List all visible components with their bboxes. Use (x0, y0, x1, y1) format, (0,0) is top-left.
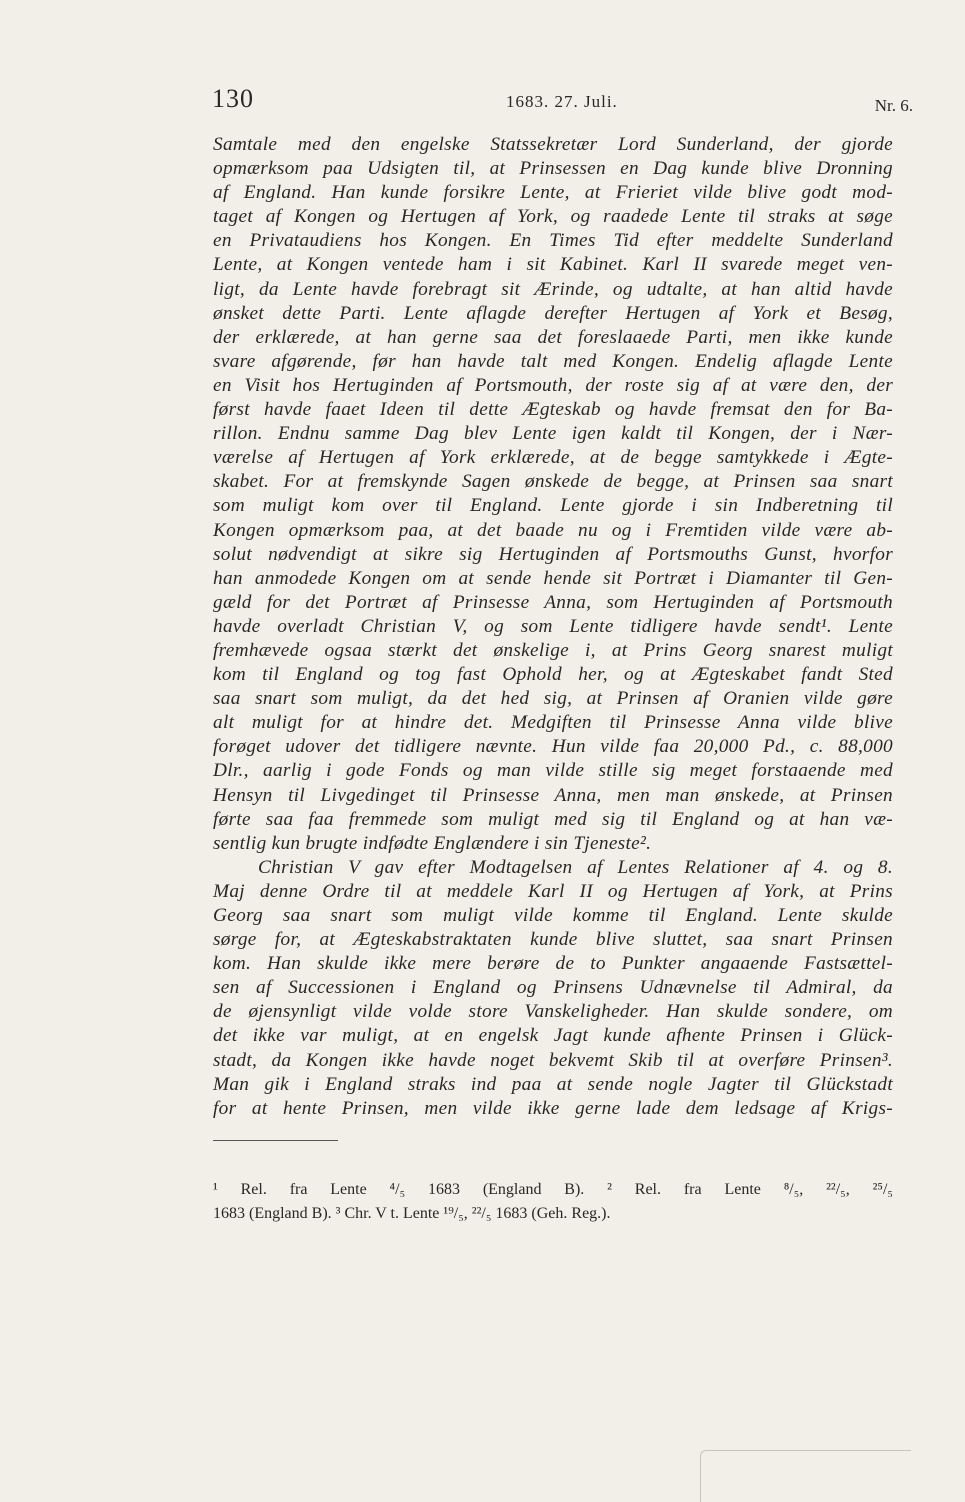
body-line: taget af Kongen og Hertugen af York, og raadede Lente til straks at søge (213, 206, 893, 228)
body-line: en Privataudiens hos Kongen. En Times Tid efter meddelte Sunderland (213, 230, 893, 252)
body-line: skabet. For at fremskynde Sagen ønskede de begge, at Prinsen saa snart (213, 471, 893, 493)
body-line: Dlr., aarlig i gode Fonds og man vilde stille sig meget forstaaende med (213, 760, 893, 782)
body-line: kom. Han skulde ikke mere berøre de to Punkter angaaende Fastsættel- (213, 953, 893, 975)
footnote-line: ¹ Rel. fra Lente ⁴/₅ 1683 (England B). ² Rel. fra Lente ⁸/₅, ²²/₅, ²⁵/₅ (213, 1181, 893, 1198)
body-line: Kongen opmærksom paa, at det baade nu og i Fremtiden vilde være ab- (213, 519, 893, 541)
body-line: Man gik i England straks ind paa at sende nogle Jagter til Glückstadt (213, 1073, 893, 1095)
body-line: som muligt kom over til England. Lente gjorde i sin Indberetning til (213, 495, 893, 517)
body-line: alt muligt for at hindre det. Medgiften til Prinsesse Anna vilde blive (213, 712, 893, 734)
body-text (213, 133, 893, 1121)
body-line: Christian V gav efter Modtagelsen af Lentes Relationer af 4. og 8. (258, 856, 893, 878)
body-line: gæld for det Portræt af Prinsesse Anna, som Hertuginden af Portsmouth (213, 591, 893, 613)
running-head: 1683. 27. Juli. (506, 92, 618, 111)
body-line: Maj denne Ordre til at meddele Karl II og Hertugen af York, at Prins (213, 880, 893, 902)
footnote-divider (213, 1140, 338, 1141)
body-line: saa snart som muligt, da det hed sig, at Prinsen af Oranien vilde gøre (213, 688, 893, 710)
body-line: sen af Successionen i England og Prinsens Udnævnelse til Admiral, da (213, 977, 893, 999)
body-line: Samtale med den engelske Statssekretær Lord Sunderland, der gjorde (213, 134, 893, 155)
body-line: Hensyn til Livgedinget til Prinsesse Anna, men man ønskede, at Prinsen (213, 784, 893, 806)
body-line: han anmodede Kongen om at sende hende sit Portræt i Diamanter til Gen- (213, 567, 893, 589)
footnotes (213, 1178, 893, 1226)
body-line: ønsket dette Parti. Lente aflagde derefter Hertugen af York et Besøg, (213, 302, 893, 324)
body-line: opmærksom paa Udsigten til, at Prinsessen en Dag kunde blive Dronning (213, 158, 893, 180)
body-line: solut nødvendigt at sikre sig Hertuginden af Portsmouths Gunst, hvorfor (213, 543, 893, 565)
body-line: havde overladt Christian V, og som Lente tidligere havde sendt¹. Lente (213, 615, 893, 637)
scan-edge-mark (700, 1450, 911, 1502)
body-line: det ikke var muligt, at en engelsk Jagt kunde afhente Prinsen i Glück- (213, 1025, 893, 1047)
body-line: fremhævede ogsaa stærkt det ønskelige i, at Prins Georg snarest muligt (213, 639, 893, 661)
body-line: sentlig kun brugte indfødte Englændere i sin Tjeneste². (213, 832, 652, 854)
body-line: Georg saa snart som muligt vilde komme til England. Lente skulde (213, 905, 893, 926)
body-line: stadt, da Kongen ikke havde noget bekvemt Skib til at overføre Prinsen³. (213, 1049, 893, 1071)
body-line: førte saa faa fremmede som muligt med sig til England og at han væ- (213, 808, 893, 830)
body-line: først havde faaet Ideen til dette Ægteskab og havde fremsat den for Ba- (213, 399, 893, 421)
body-line: de øjensynligt vilde volde store Vanskeligheder. Han skulde sondere, om (213, 1001, 893, 1023)
body-line: svare afgørende, før han havde talt med Kongen. Endelig aflagde Lente (213, 350, 893, 372)
body-line: rillon. Endnu samme Dag blev Lente igen kaldt til Kongen, der i Nær- (213, 423, 893, 445)
body-line: der erklærede, at han gerne saa det foreslaaede Parti, men ikke kunde (213, 326, 893, 348)
body-line: kom til England og tog fast Ophold her, og at Ægteskabet fandt Sted (213, 664, 893, 686)
body-line: forøget udover det tidligere nævnte. Hun vilde faa 20,000 Pd., c. 88,000 (213, 736, 893, 758)
body-line: af England. Han kunde forsikre Lente, at Frieriet vilde blive godt mod- (213, 182, 893, 204)
document-number: Nr. 6. (874, 96, 913, 115)
body-line: for at hente Prinsen, men vilde ikke gerne lade dem ledsage af Krigs- (213, 1097, 893, 1119)
body-line: værelse af Hertugen af York erklærede, at de begge samtykkede i Ægte- (213, 447, 893, 469)
body-line: en Visit hos Hertuginden af Portsmouth, der roste sig af at være den, der (213, 374, 893, 396)
page-number: 130 (212, 84, 254, 113)
body-line: ligt, da Lente havde forebragt sit Ærinde, og udtalte, at han altid havde (213, 278, 893, 300)
body-line: Lente, at Kongen ventede ham i sit Kabinet. Karl II svarede meget ven- (213, 254, 893, 276)
footnote-line: 1683 (England B). ³ Chr. V t. Lente ¹⁹/₅, ²²/₅ 1683 (Geh. Reg.). (213, 1205, 611, 1222)
body-line: sørge for, at Ægteskabstraktaten kunde blive sluttet, saa snart Prinsen (213, 929, 893, 951)
